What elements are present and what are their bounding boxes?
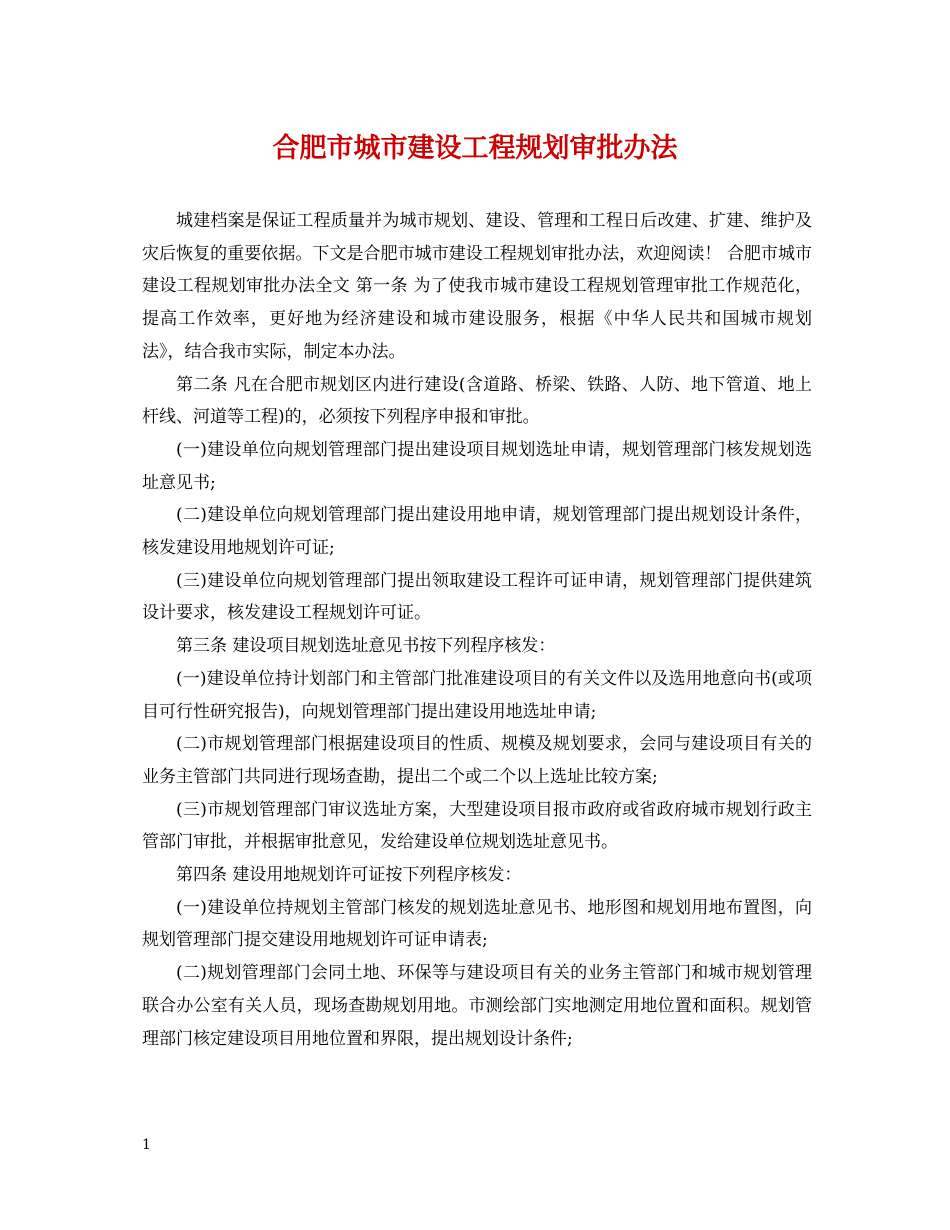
- paragraph-article-4: 第四条 建设用地规划许可证按下列程序核发：: [176, 865, 522, 886]
- page-number: 1: [142, 1137, 151, 1153]
- paragraph-article-3: 第三条 建设项目规划选址意见书按下列程序核发：: [176, 636, 556, 657]
- paragraph-article-3-item-1: (一)建设单位持计划部门和主管部门批准建设项目的有关文件以及选用地意向书(或项目可行性研究报告)，向规划管理部门提出建设用地选址申请;: [142, 668, 812, 722]
- paragraph-article-4-item-2: (二)规划管理部门会同土地、环保等与建设项目有关的业务主管部门和城市规划管理联合办公室有关人员，现场查勘规划用地。市测绘部门实地测定用地位置和面积。规划管理部门核定建设项目用地位置和界限，提出规划设计条件;: [142, 963, 812, 1049]
- paragraph-article-3-item-3: (三)市规划管理部门审议选址方案，大型建设项目报市政府或省政府城市规划行政主管部门审批，并根据审批意见，发给建设单位规划选址意见书。: [142, 799, 812, 853]
- paragraph-intro: 城建档案是保证工程质量并为城市规划、建设、管理和工程日后改建、扩建、维护及灾后恢复的重要依据。下文是合肥市城市建设工程规划审批办法，欢迎阅读！ 合肥市城市建设工程规划审批办法全文 第一条 为了使我市城市建设工程规划管理审批工作规范化，提高工作效率，更好地为经济建设和城市建设服务，根据《中华人民共和国城市规划法》，结合我市实际，制定本办法。: [142, 211, 812, 362]
- paragraph-article-4-item-1: (一)建设单位持规划主管部门核发的规划选址意见书、地形图和规划用地布置图，向规划管理部门提交建设用地规划许可证申请表;: [142, 897, 812, 951]
- paragraph-article-2-item-3: (三)建设单位向规划管理部门提出领取建设工程许可证申请，规划管理部门提供建筑设计要求，核发建设工程规划许可证。: [142, 570, 812, 624]
- paragraph-article-2-item-1: (一)建设单位向规划管理部门提出建设项目规划选址申请，规划管理部门核发规划选址意见书;: [142, 439, 812, 493]
- document-body: [142, 205, 812, 1055]
- paragraph-article-2: 第二条 凡在合肥市规划区内进行建设(含道路、桥梁、铁路、人防、地下管道、地上杆线、河道等工程)的，必须按下列程序申报和审批。: [142, 374, 812, 428]
- paragraph-article-3-item-2: (二)市规划管理部门根据建设项目的性质、规模及规划要求，会同与建设项目有关的业务主管部门共同进行现场查勘，提出二个或二个以上选址比较方案;: [142, 734, 812, 787]
- paragraph-article-2-item-2: (二)建设单位向规划管理部门提出建设用地申请，规划管理部门提出规划设计条件，核发建设用地规划许可证;: [142, 505, 812, 559]
- document-title: 合肥市城市建设工程规划审批办法: [272, 133, 678, 164]
